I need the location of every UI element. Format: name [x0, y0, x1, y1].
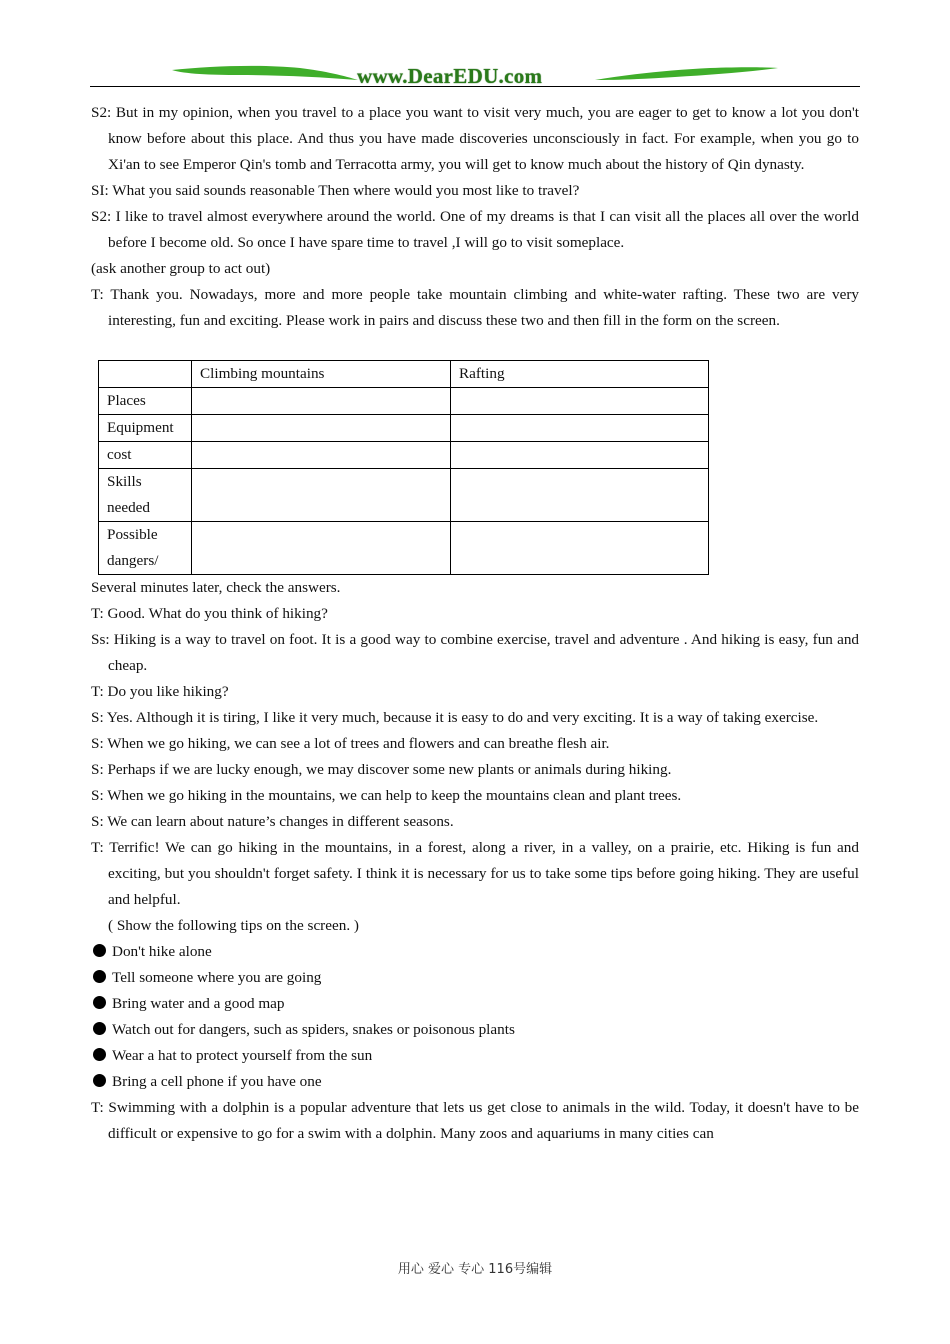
- paragraph-text: Do you like hiking?: [107, 683, 229, 700]
- paragraph-text: Yes. Although it is tiring, I like it very much, because it is easy to do and very exciting. It is a way of taking exercise.: [106, 709, 819, 726]
- table-cell: [192, 415, 451, 442]
- paragraph-text: But in my opinion, when you travel to a place you want to visit very much, you are eager to get to know a lot you don't know before about this place. And thus you have made discoveries unconsciously in fact. For example, when you go to Xi'an to see Emperor Qin's tomb and Terracotta army, you will get to know much about the history of Qin dynasty.: [108, 104, 860, 173]
- table-cell: [192, 388, 451, 415]
- right-swoosh-shape: [595, 67, 778, 80]
- comparison-table: [98, 360, 709, 575]
- speaker-label: T:: [91, 286, 104, 303]
- paragraph-text: Several minutes later, check the answers.: [91, 579, 341, 596]
- table-cell: [451, 415, 709, 442]
- dialogue-paragraph: [91, 601, 859, 627]
- tip-item: [91, 1043, 859, 1069]
- dialogue-paragraph: [91, 835, 859, 913]
- row-label: Possible dangers/: [99, 522, 192, 575]
- dialogue-paragraph: [91, 809, 859, 835]
- speaker-label: T:: [91, 1099, 104, 1116]
- closing-paragraph: [91, 1095, 859, 1147]
- dialogue-paragraph: [91, 178, 859, 204]
- table-header-cell: Rafting: [451, 361, 709, 388]
- table-row: [99, 522, 709, 575]
- paragraph-text: We can learn about nature’s changes in different seasons.: [107, 813, 454, 830]
- tip-text: Don't hike alone: [112, 943, 212, 960]
- dialogue-paragraph: [91, 731, 859, 757]
- tip-text: Bring a cell phone if you have one: [112, 1073, 322, 1090]
- speaker-label: S2:: [91, 208, 112, 225]
- paragraph-text: Swimming with a dolphin is a popular adventure that lets us get close to animals in the wild. Today, it doesn't have to be difficult or expensive to go for a swim with a dolphin. Many zoos and aquariums in many cities can: [108, 1099, 859, 1142]
- table-cell: [451, 388, 709, 415]
- table-header-row: [99, 361, 709, 388]
- speaker-label: S:: [91, 709, 104, 726]
- paragraph-text: Hiking is a way to travel on foot. It is a good way to combine exercise, travel and adventure . And hiking is easy, fun and cheap.: [108, 631, 860, 674]
- dialogue-paragraph: [91, 100, 859, 178]
- speaker-label: T:: [91, 605, 104, 622]
- paragraph-text: Thank you. Nowadays, more and more people take mountain climbing and white-water rafting. These two are very interesting, fun and exciting. Please work in pairs and discuss these two and then fill in the form on the screen.: [108, 286, 859, 329]
- speaker-label: S:: [91, 761, 104, 778]
- table-header-cell: [99, 361, 192, 388]
- dialogue-paragraph: [91, 705, 859, 731]
- row-label: Equipment: [99, 415, 192, 442]
- tip-item: [91, 1069, 859, 1095]
- bullet-icon: [93, 1074, 106, 1087]
- table-cell: [451, 469, 709, 522]
- dialogue-paragraph: [91, 204, 859, 256]
- left-swoosh-shape: [172, 66, 358, 80]
- header-rule: [90, 86, 860, 87]
- speaker-label: Ss:: [91, 631, 110, 648]
- dialogue-paragraph: [91, 627, 859, 679]
- row-label: Skills needed: [99, 469, 192, 522]
- site-brand: www.DearEDU.com: [357, 64, 543, 88]
- dialogue-paragraph: [91, 679, 859, 705]
- speaker-label: S:: [91, 735, 104, 752]
- bullet-icon: [93, 944, 106, 957]
- tip-item: [91, 1017, 859, 1043]
- speaker-label: SI:: [91, 182, 109, 199]
- table-cell: [192, 522, 451, 575]
- speaker-label: S2:: [91, 104, 112, 121]
- table-cell: [451, 522, 709, 575]
- bullet-icon: [93, 970, 106, 983]
- paragraph-text: When we go hiking in the mountains, we can help to keep the mountains clean and plant trees.: [107, 787, 682, 804]
- dialogue-paragraph: [91, 256, 859, 282]
- tip-text: Wear a hat to protect yourself from the sun: [112, 1047, 373, 1064]
- tip-item: [91, 991, 859, 1017]
- tip-text: Watch out for dangers, such as spiders, snakes or poisonous plants: [112, 1021, 515, 1038]
- tip-item: [91, 939, 859, 965]
- bullet-icon: [93, 996, 106, 1009]
- table-header-cell: Climbing mountains: [192, 361, 451, 388]
- document-body: [91, 100, 859, 1147]
- tip-text: Bring water and a good map: [112, 995, 285, 1012]
- row-label: Places: [99, 388, 192, 415]
- row-label: cost: [99, 442, 192, 469]
- table-row: [99, 388, 709, 415]
- table-cell: [192, 469, 451, 522]
- paragraph-text: I like to travel almost everywhere around the world. One of my dreams is that I can visit all the places all over the world before I become old. So once I have spare time to travel ,I will go to visit someplace.: [108, 208, 859, 251]
- tips-note: ( Show the following tips on the screen. ): [108, 917, 359, 934]
- paragraph-text: What you said sounds reasonable Then where would you most like to travel?: [112, 182, 580, 199]
- table-row: [99, 415, 709, 442]
- speaker-label: S:: [91, 813, 104, 830]
- paragraph-text: Good. What do you think of hiking?: [107, 605, 328, 622]
- paragraph-text: (ask another group to act out): [91, 260, 271, 277]
- table-row: [99, 442, 709, 469]
- paragraph-text: Terrific! We can go hiking in the mountains, in a forest, along a river, in a valley, on a prairie, etc. Hiking is fun and exciting, but you shouldn't forget safety. I think it is necessary for us to take some tips before going hiking. They are useful and helpful.: [108, 839, 859, 908]
- dialogue-paragraph: [91, 575, 859, 601]
- intro-section: [91, 100, 859, 334]
- speaker-label: T:: [91, 839, 104, 856]
- page-footer: 用心 爱心 专心 116号编辑: [397, 1262, 553, 1277]
- dialogue-paragraph: [91, 282, 859, 334]
- bullet-icon: [93, 1048, 106, 1061]
- table-row: [99, 469, 709, 522]
- bullet-icon: [93, 1022, 106, 1035]
- speaker-label: T:: [91, 683, 104, 700]
- table-cell: [451, 442, 709, 469]
- paragraph-text: When we go hiking, we can see a lot of trees and flowers and can breathe flesh air.: [107, 735, 610, 752]
- dialogue-paragraph: [91, 757, 859, 783]
- discussion-section: [91, 575, 859, 913]
- tip-text: Tell someone where you are going: [112, 969, 322, 986]
- tips-list: [91, 939, 859, 1095]
- paragraph-text: Perhaps if we are lucky enough, we may discover some new plants or animals during hiking.: [107, 761, 672, 778]
- tip-item: [91, 965, 859, 991]
- table-cell: [192, 442, 451, 469]
- dialogue-paragraph: [91, 783, 859, 809]
- speaker-label: S:: [91, 787, 104, 804]
